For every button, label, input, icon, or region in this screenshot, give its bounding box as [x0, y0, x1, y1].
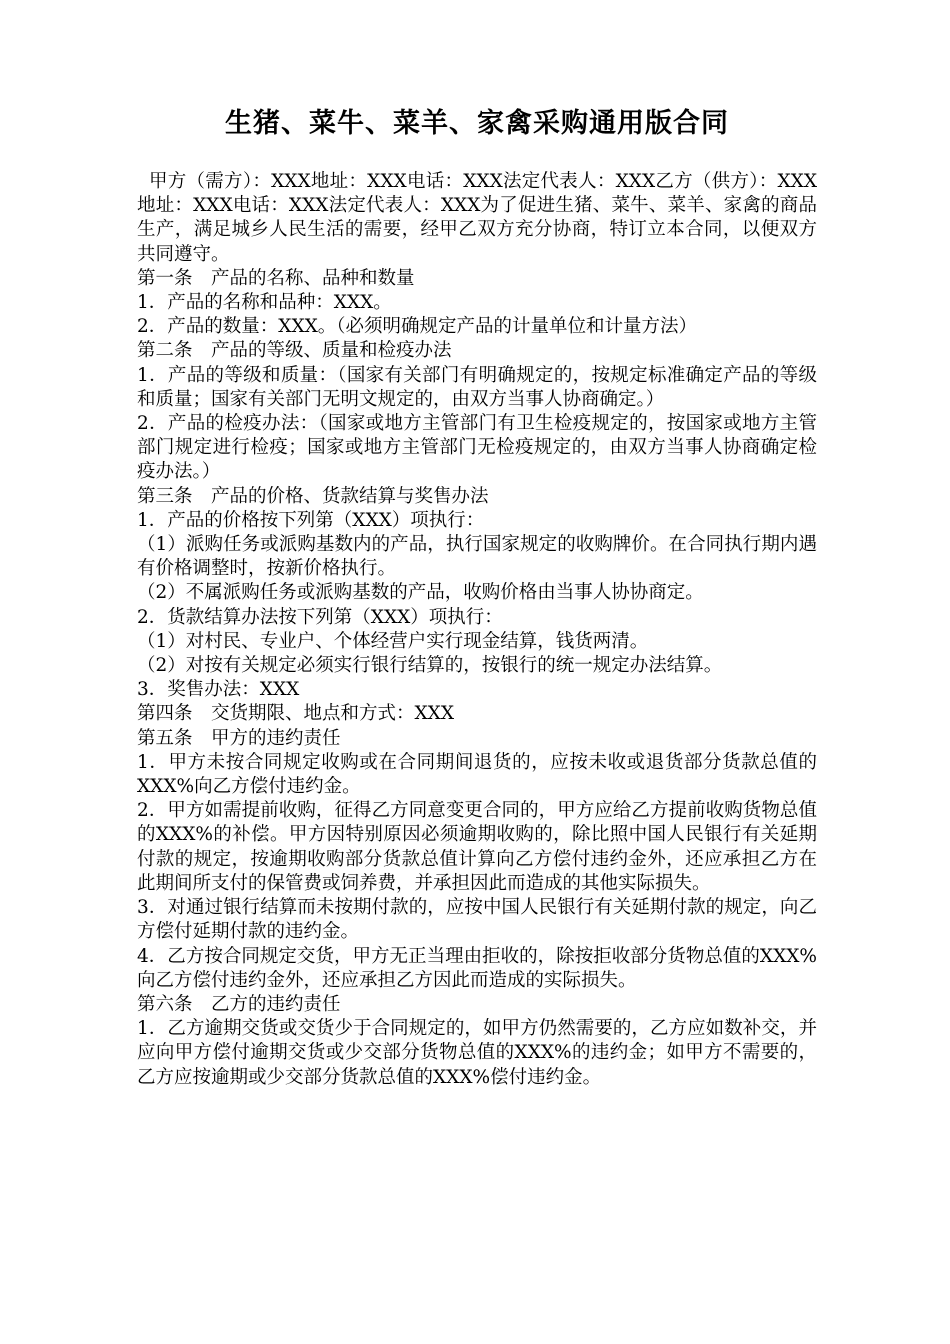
article-5-item-2: 2．甲方如需提前收购，征得乙方同意变更合同的，甲方应给乙方提前收购货物总值的XXX%的补偿。甲方因特别原因必须逾期收购的，除比照中国人民银行有关延期付款的规定，按逾期收购部分货款总值计算向乙方偿付违约金外，还应承担乙方在此期间所支付的保管费或饲养费，并承担因此而造成的其他实际损失。 [137, 800, 817, 894]
article-2-heading: 第二条 产品的等级、质量和检疫办法 [137, 340, 452, 362]
document-body [137, 170, 817, 1090]
article-5-item-1: 1．甲方未按合同规定收购或在合同期间退货的，应按未收或退货部分货款总值的XXX%向乙方偿付违约金。 [137, 751, 817, 798]
document-title: 生猪、菜牛、菜羊、家禽采购通用版合同 [225, 108, 729, 139]
article-1-heading: 第一条 产品的名称、品种和数量 [137, 267, 415, 289]
article-1-item-1: 1．产品的名称和品种：XXX。 [137, 292, 392, 314]
article-3-item-2-sub-2: （2）对按有关规定必须实行银行结算的，按银行的统一规定办法结算。 [137, 655, 723, 677]
article-5-item-4: 4．乙方按合同规定交货，甲方无正当理由拒收的，除按拒收部分货物总值的XXX%向乙方偿付违约金外，还应承担乙方因此而造成的实际损失。 [137, 945, 817, 991]
article-2-item-1: 1．产品的等级和质量：（国家有关部门有明确规定的，按规定标准确定产品的等级和质量；国家有关部门无明文规定的，由双方当事人协商确定。） [137, 364, 817, 410]
article-3-heading: 第三条 产品的价格、货款结算与奖售办法 [137, 485, 489, 507]
article-3-item-1-sub-1: （1）派购任务或派购基数内的产品，执行国家规定的收购牌价。在合同执行期内遇有价格调整时，按新价格执行。 [137, 534, 817, 580]
article-3-item-2-sub-1: （1）对村民、专业户、个体经营户实行现金结算，钱货两清。 [137, 630, 649, 652]
article-3-item-3: 3．奖售办法：XXX [137, 679, 300, 701]
article-3-item-1-sub-2: （2）不属派购任务或派购基数的产品，收购价格由当事人协协商定。 [137, 582, 704, 604]
preamble-paragraph: 甲方（需方）：XXX地址：XXX电话：XXX法定代表人：XXX乙方（供方）：XXX地址：XXX电话：XXX法定代表人：XXX为了促进生猪、菜牛、菜羊、家禽的商品生产，满足城乡人民生活的需要，经甲乙双方充分协商，特订立本合同，以便双方共同遵守。 [137, 171, 817, 265]
article-5-item-3: 3．对通过银行结算而未按期付款的，应按中国人民银行有关延期付款的规定，向乙方偿付延期付款的违约金。 [137, 897, 817, 943]
article-6-item-1: 1．乙方逾期交货或交货少于合同规定的，如甲方仍然需要的，乙方应如数补交，并应向甲方偿付逾期交货或少交部分货物总值的XXX%的违约金；如甲方不需要的，乙方应按逾期或少交部分货款总值的XXX%偿付违约金。 [137, 1018, 817, 1088]
article-1-item-2: 2．产品的数量：XXX。（必须明确规定产品的计量单位和计量方法） [137, 316, 698, 338]
article-2-item-2: 2．产品的检疫办法：（国家或地方主管部门有卫生检疫规定的，按国家或地方主管部门规定进行检疫；国家或地方主管部门无检疫规定的，由双方当事人协商确定检疫办法。） [137, 413, 817, 483]
article-3-item-2: 2．货款结算办法按下列第（XXX）项执行： [137, 606, 503, 628]
article-4-heading: 第四条 交货期限、地点和方式：XXX [137, 703, 455, 725]
article-3-item-1: 1．产品的价格按下列第（XXX）项执行： [137, 509, 485, 531]
document-page [137, 0, 817, 1090]
article-5-heading: 第五条 甲方的违约责任 [137, 727, 341, 749]
article-6-heading: 第六条 乙方的违约责任 [137, 993, 341, 1015]
